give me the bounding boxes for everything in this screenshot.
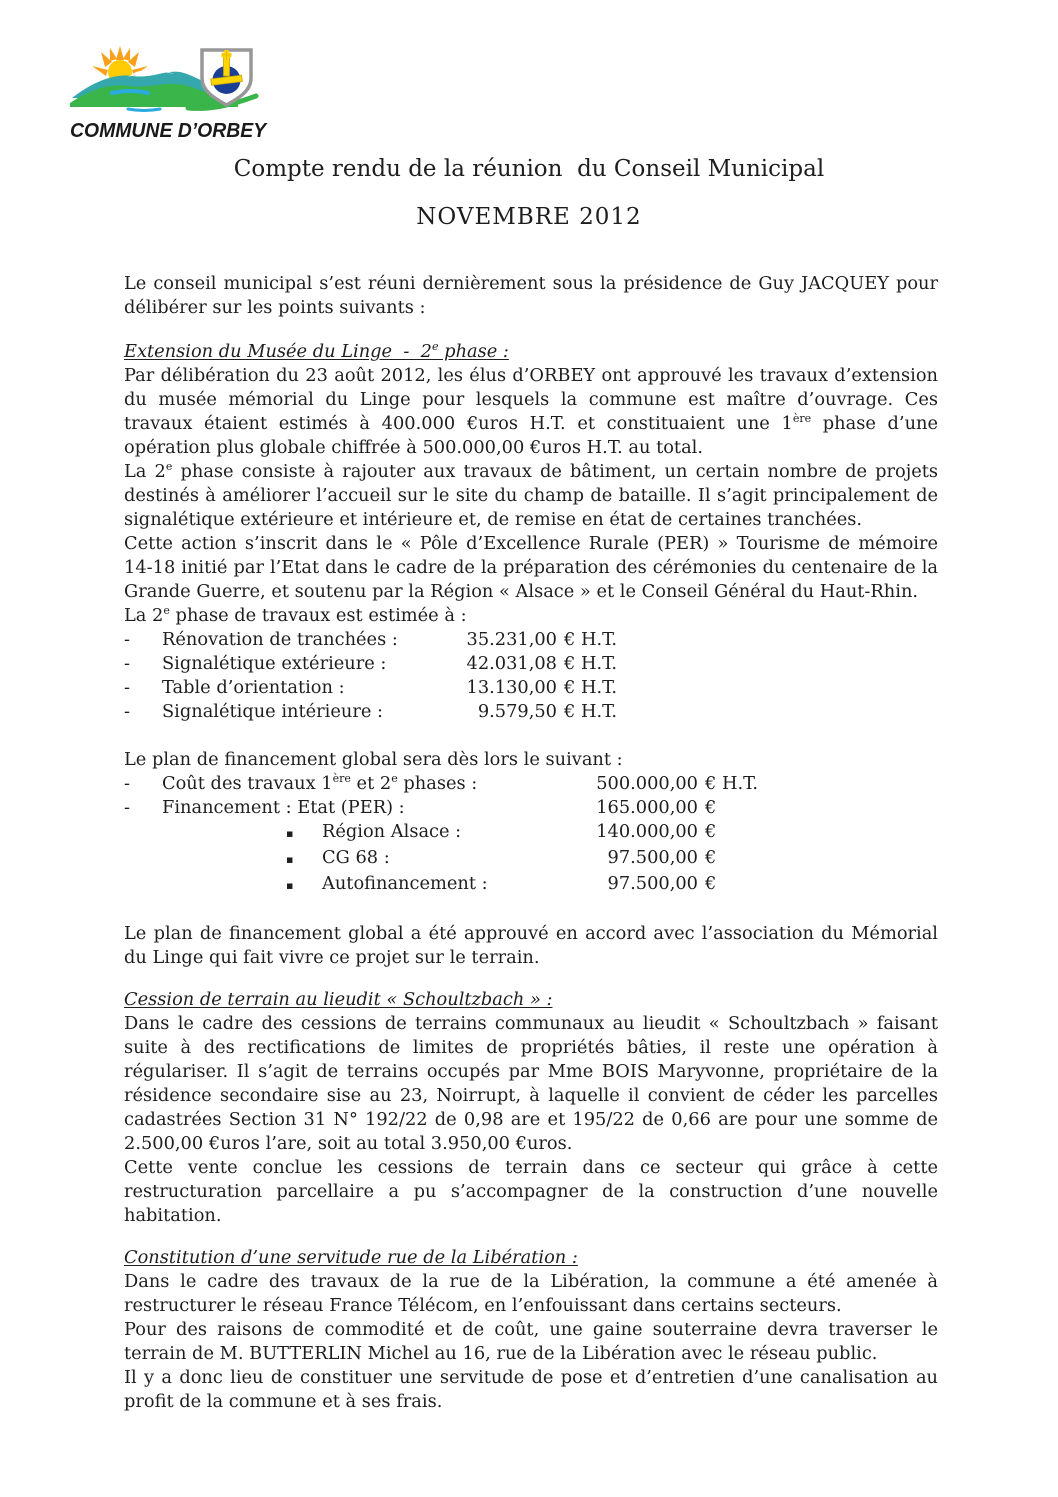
paragraph: Pour des raisons de commodité et de coût, une gaine souterraine devra traverser le terrain de M. BUTTERLIN Michel au 16, rue de la Libération avec le réseau public. xyxy=(124,1319,938,1364)
paragraph: Cette vente conclue les cessions de terrain dans ce secteur qui grâce à cette restructuration parcellaire a pu s’accompagner de la construction d’une nouvelle habitation. xyxy=(124,1157,938,1226)
paragraph: Le plan de financement global sera dès lors le suivant : xyxy=(124,749,623,770)
spacer xyxy=(124,320,938,340)
list-item-label: Signalétique intérieure : xyxy=(162,701,383,722)
superscript: e xyxy=(163,604,170,618)
spacer xyxy=(124,724,938,748)
section-heading: Extension du Musée du Linge - 2e phase : xyxy=(124,340,509,362)
document-body xyxy=(124,272,938,1414)
list-item-amount: 97.500,00 xyxy=(607,847,698,868)
paragraph: Dans le cadre des travaux de la rue de la Libération, la commune a été amenée à restructurer le réseau France Télécom, en l’enfouissant dans certains secteurs. xyxy=(124,1271,938,1316)
superscript: ère xyxy=(332,772,351,786)
paragraph: La 2e phase de travaux est estimée à : xyxy=(124,604,467,626)
section-heading: Constitution d’une servitude rue de la Libération : xyxy=(124,1247,578,1268)
list-item xyxy=(124,652,938,676)
list-item-label: Coût des travaux 1ère et 2e phases : xyxy=(162,772,478,794)
dash-bullet-icon: - xyxy=(124,629,131,650)
list-item-currency: € H.T. xyxy=(564,653,618,674)
superscript: ère xyxy=(792,412,812,426)
dash-bullet-icon: - xyxy=(124,797,131,818)
list-item-currency: € xyxy=(705,797,717,818)
list-item-currency: € H.T. xyxy=(564,629,618,650)
list-item-label: Autofinancement : xyxy=(322,873,488,894)
list-item xyxy=(124,700,938,724)
spacer xyxy=(124,1228,938,1246)
list-item-currency: € H.T. xyxy=(564,677,618,698)
superscript: e xyxy=(391,772,398,786)
square-bullet-icon: ▪ xyxy=(286,879,294,892)
list-item-currency: € xyxy=(705,873,717,894)
list-item-amount: 140.000,00 xyxy=(596,821,698,842)
list-item-amount: 97.500,00 xyxy=(607,873,698,894)
square-bullet-icon: ▪ xyxy=(286,853,294,866)
list-item-label: Financement : Etat (PER) : xyxy=(162,797,405,818)
section-heading: Cession de terrain au lieudit « Schoultzbach » : xyxy=(124,989,553,1010)
list-item-amount: 13.130,00 xyxy=(466,677,557,698)
list-item-label: Signalétique extérieure : xyxy=(162,653,387,674)
spacer xyxy=(124,970,938,988)
list-item-currency: € xyxy=(705,821,717,842)
list-item xyxy=(124,676,938,700)
commune-orbey-logo-graphic xyxy=(70,46,260,114)
list-item-currency: € xyxy=(705,847,717,868)
logo-caption: COMMUNE D’ORBEY xyxy=(70,120,267,142)
paragraph: La 2e phase consiste à rajouter aux travaux de bâtiment, un certain nombre de projets destinés à améliorer l’accueil sur le site du champ de bataille. Il s’agit principalement de signalétique extérieure et intérieure et, de remise en état de certaines tranchées. xyxy=(124,460,939,530)
dash-bullet-icon: - xyxy=(124,773,131,794)
paragraph: Cette action s’inscrit dans le « Pôle d’Excellence Rurale (PER) » Tourisme de mémoire 14-18 initié par l’Etat dans le cadre de la préparation des cérémonies du centenaire de la Grande Guerre, et soutenu par la Région « Alsace » et le Conseil Général du Haut-Rhin. xyxy=(124,533,938,602)
page-subtitle: NOVEMBRE 2012 xyxy=(416,204,642,230)
paragraph: Par délibération du 23 août 2012, les élus d’ORBEY ont approuvé les travaux d’extension du musée mémorial du Linge pour lesquels la commune est maître d’ouvrage. Ces travaux étaient estimés à 400.000 €uros H.T. et constituaient une 1ère phase d’une opération plus globale chiffrée à 500.000,00 €uros H.T. au total. xyxy=(124,365,938,458)
commune-orbey-logo xyxy=(70,46,270,143)
list-item xyxy=(124,820,938,846)
list-item-label: CG 68 : xyxy=(322,847,390,868)
list-item-label: Table d’orientation : xyxy=(162,677,345,698)
superscript: e xyxy=(432,340,439,354)
list-item xyxy=(124,772,938,796)
list-item-amount: 9.579,50 xyxy=(477,701,557,722)
list-item-currency: € H.T. xyxy=(564,701,618,722)
paragraph: Le conseil municipal s’est réuni dernièrement sous la présidence de Guy JACQUEY pour délibérer sur les points suivants : xyxy=(124,273,938,318)
lake-stroke xyxy=(112,91,148,93)
superscript: e xyxy=(165,460,173,474)
list-item-label: Rénovation de tranchées : xyxy=(162,629,398,650)
dash-bullet-icon: - xyxy=(124,701,131,722)
paragraph: Dans le cadre des cessions de terrains communaux au lieudit « Schoultzbach » faisant suite à des rectifications de limites de propriétés bâties, il reste une opération à régulariser. Il s’agit de terrains occupés par Mme BOIS Maryvonne, propriétaire de la résidence secondaire sise au 23, Noirrupt, à laquelle il convient de céder les parcelles cadastrées Section 31 N° 192/22 de 0,98 are et 195/22 de 0,66 are pour une somme de 2.500,00 €uros l’are, soit au total 3.950,00 €uros. xyxy=(124,1013,938,1154)
list-item-amount: 42.031,08 xyxy=(466,653,557,674)
list-item xyxy=(124,796,938,820)
paragraph: Il y a donc lieu de constituer une servitude de pose et d’entretien d’une canalisation au profit de la commune et à ses frais. xyxy=(124,1367,938,1412)
list-item-label: Région Alsace : xyxy=(322,821,462,842)
list-item-amount: 500.000,00 xyxy=(596,773,698,794)
square-bullet-icon: ▪ xyxy=(286,827,294,840)
list-item-amount: 165.000,00 xyxy=(596,797,698,818)
list-item xyxy=(124,872,938,898)
paragraph: Le plan de financement global a été approuvé en accord avec l’association du Mémorial du Linge qui fait vivre ce projet sur le terrain. xyxy=(124,923,938,968)
list-item xyxy=(124,846,938,872)
list-item-currency: € H.T. xyxy=(705,773,759,794)
dash-bullet-icon: - xyxy=(124,677,131,698)
list-item-amount: 35.231,00 xyxy=(466,629,557,650)
page-title: Compte rendu de la réunion du Conseil Municipal xyxy=(233,156,825,182)
dash-bullet-icon: - xyxy=(124,653,131,674)
list-item xyxy=(124,628,938,652)
spacer xyxy=(124,898,938,922)
